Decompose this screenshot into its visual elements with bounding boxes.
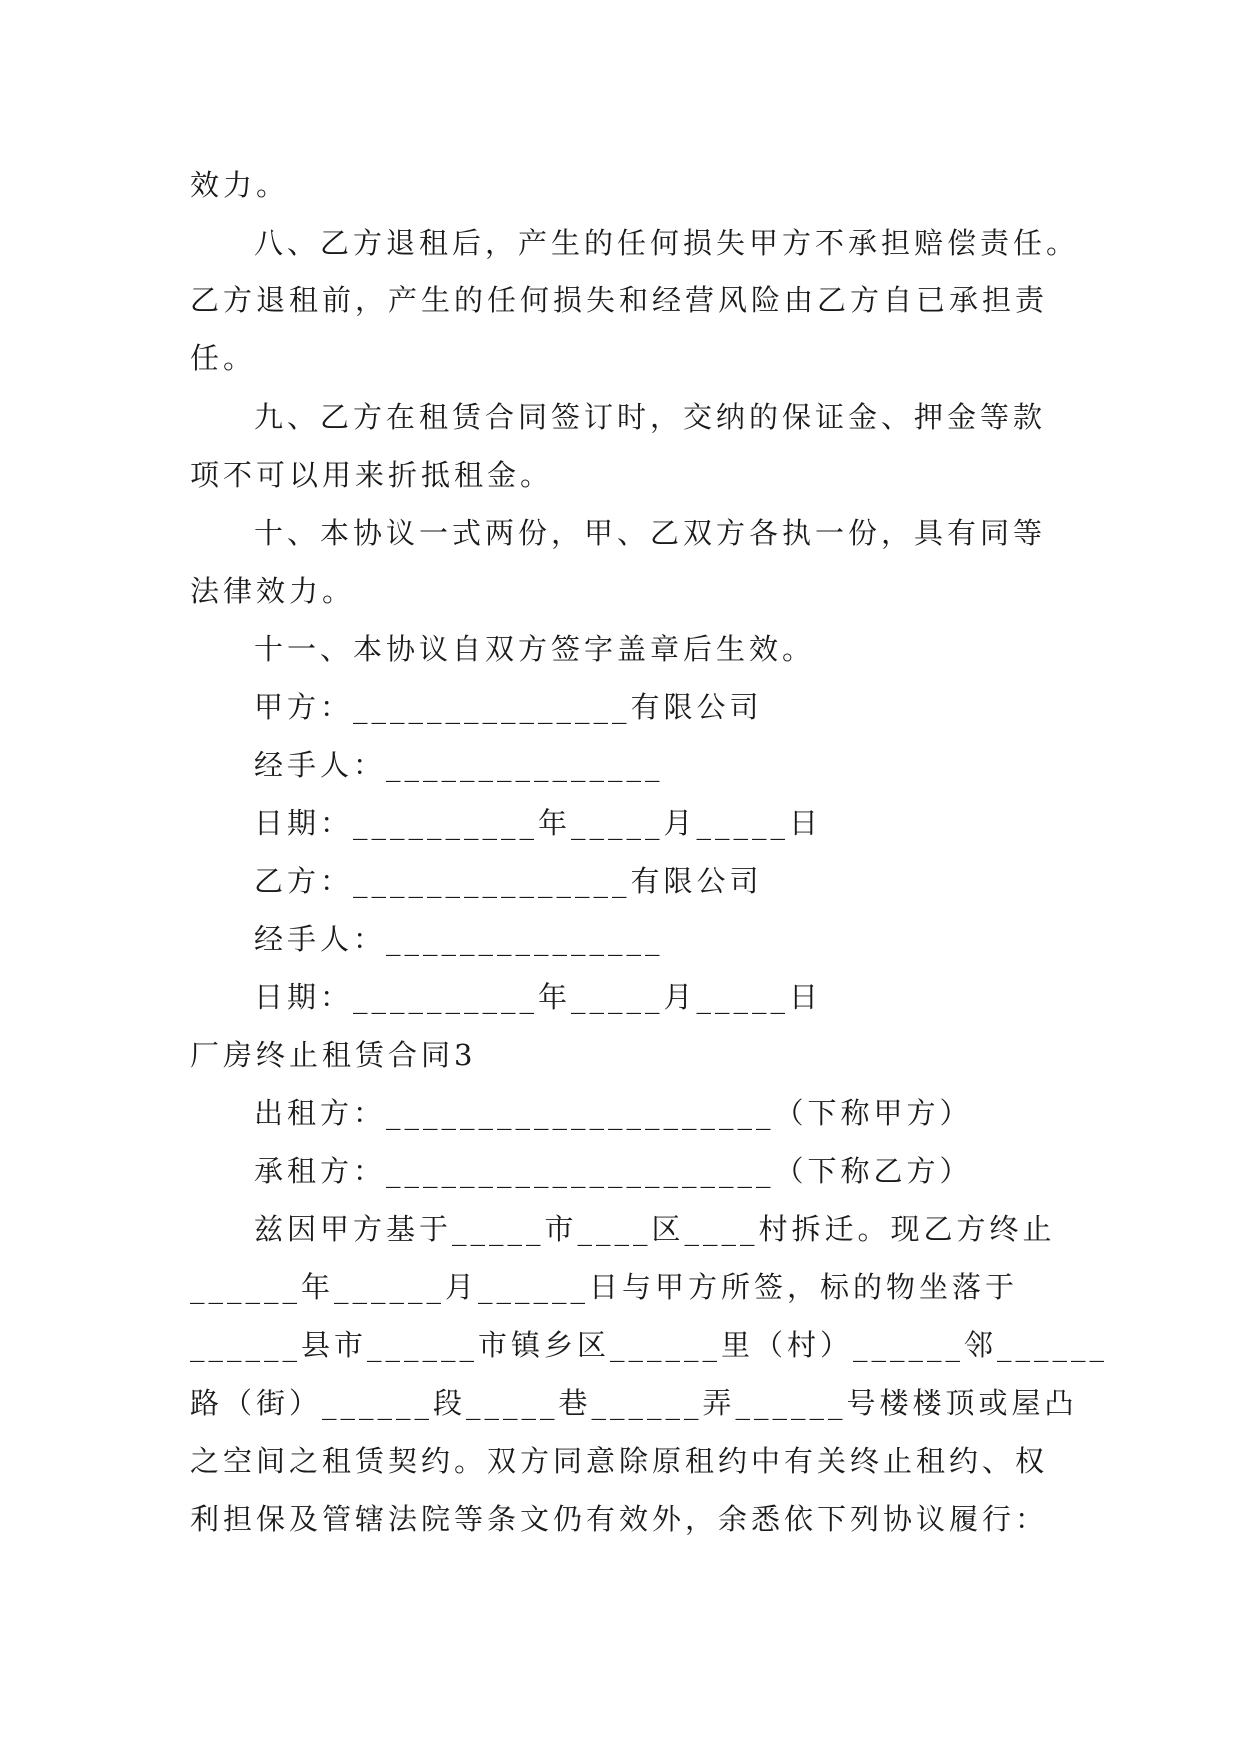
text-line: 任。 — [190, 341, 257, 375]
paragraph-line: 兹因甲方基于_____市____区____村拆迁。现乙方终止 — [254, 1212, 1056, 1246]
party-a-date-line: 日期：__________年_____月_____日 — [254, 806, 823, 840]
paragraph-line: ______县市______市镇乡区______里（村）______邻______ — [190, 1328, 1109, 1362]
clause-10: 十、本协议一式两份，甲、乙双方各执一份，具有同等 — [254, 516, 1047, 550]
text-line: 效力。 — [190, 168, 290, 202]
clause-11: 十一、本协议自双方签字盖章后生效。 — [254, 632, 816, 666]
lessor-line: 出租方：_____________________（下称甲方） — [254, 1096, 973, 1130]
paragraph-line: 路（街）______段_____巷______弄______号楼楼顶或屋凸 — [190, 1386, 1078, 1420]
party-a-line: 甲方：_______________有限公司 — [254, 690, 763, 724]
text-line: 乙方退租前，产生的任何损失和经营风险由乙方自已承担责 — [190, 283, 1049, 317]
lessee-line: 承租方：_____________________（下称乙方） — [254, 1154, 973, 1188]
text-line: 法律效力。 — [190, 574, 356, 608]
paragraph-line: 利担保及管辖法院等条文仍有效外，余悉依下列协议履行： — [190, 1502, 1049, 1536]
paragraph-line: 之空间之租赁契约。双方同意除原租约中有关终止租约、权 — [190, 1444, 1049, 1478]
clause-8: 八、乙方退租后，产生的任何损失甲方不承担赔偿责任。 — [254, 226, 1080, 260]
clause-9: 九、乙方在租赁合同签订时，交纳的保证金、押金等款 — [254, 400, 1047, 434]
party-b-date-line: 日期：__________年_____月_____日 — [254, 980, 823, 1014]
party-b-line: 乙方：_______________有限公司 — [254, 864, 763, 898]
text-line: 项不可以用来折抵租金。 — [190, 458, 554, 492]
party-a-handler-line: 经手人：_______________ — [254, 748, 664, 782]
paragraph-line: ______年______月______日与甲方所签，标的物坐落于 — [190, 1270, 1019, 1304]
section-heading: 厂房终止租赁合同3 — [190, 1038, 477, 1072]
party-b-handler-line: 经手人：_______________ — [254, 922, 664, 956]
